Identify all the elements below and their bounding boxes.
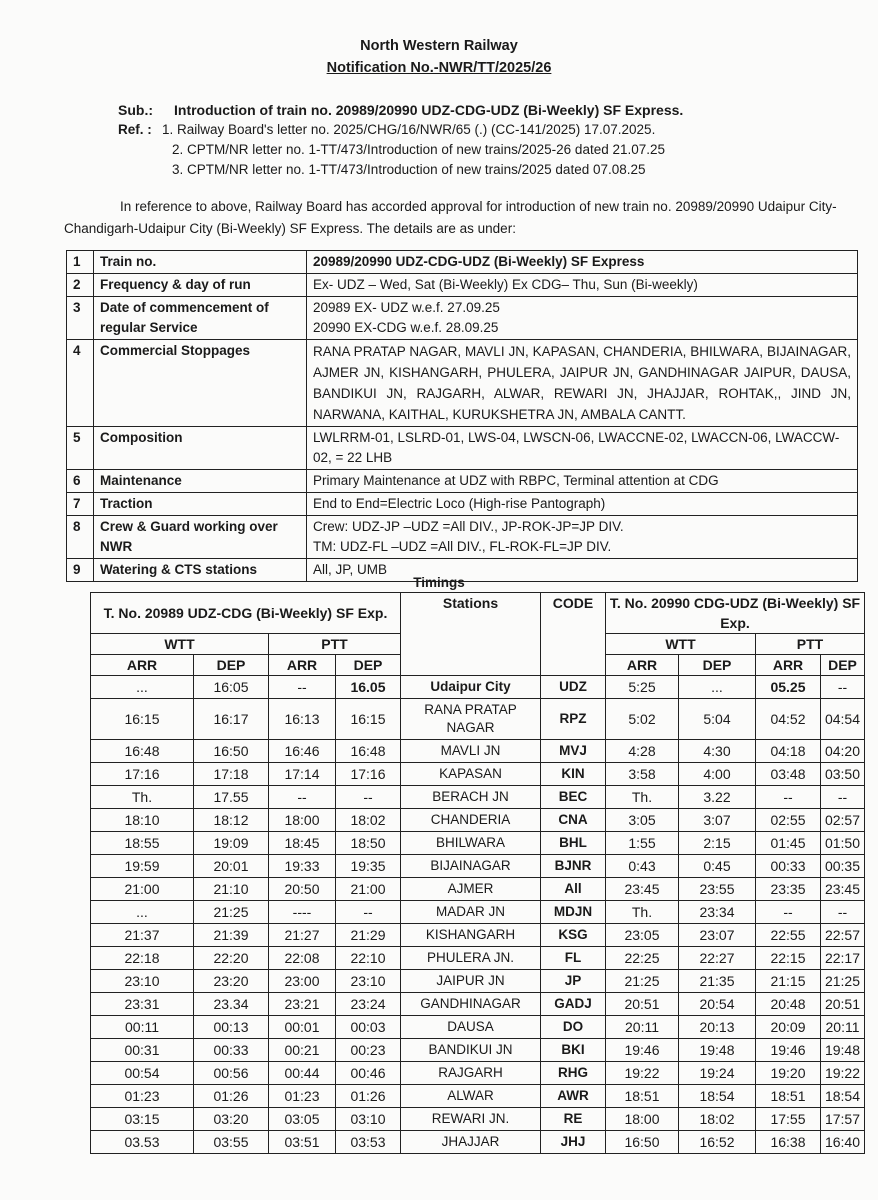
time-cell: 04:52 [756,699,821,740]
time-cell: ... [91,901,194,924]
details-row [67,493,858,516]
time-cell: 03:48 [756,763,821,786]
row-key: Frequency & day of run [94,274,307,297]
reference-item-1: 1. Railway Board's letter no. 2025/CHG/16/NWR/65 (.) (CC-141/2025) 17.07.2025. [162,122,656,137]
time-cell: 03.53 [91,1131,194,1154]
col-dep: DEP [821,655,865,676]
time-cell: -- [821,786,865,809]
time-cell: 0:45 [679,855,756,878]
row-key: Composition [94,427,307,470]
station-code: RPZ [541,699,606,740]
time-cell: 19:46 [606,1039,679,1062]
time-cell: 18:10 [91,809,194,832]
station-code: CNA [541,809,606,832]
time-cell: 19:09 [194,832,269,855]
time-cell: 18:54 [679,1085,756,1108]
time-cell: 23:05 [606,924,679,947]
time-cell: 3.22 [679,786,756,809]
time-cell: 17:16 [336,763,401,786]
station-code: MDJN [541,901,606,924]
time-cell: 18:51 [756,1085,821,1108]
time-cell: 21:10 [194,878,269,901]
time-cell: 16:17 [194,699,269,740]
time-cell: -- [821,901,865,924]
time-cell: 00:54 [91,1062,194,1085]
time-cell: 00:11 [91,1016,194,1039]
row-number: 4 [67,340,94,427]
row-value: 20989/20990 UDZ-CDG-UDZ (Bi-Weekly) SF Express [307,251,858,274]
time-cell: 00:13 [194,1016,269,1039]
timing-row [91,763,865,786]
time-cell: ---- [269,901,336,924]
station-code: GADJ [541,993,606,1016]
time-cell: 17:14 [269,763,336,786]
time-cell: 21:35 [679,970,756,993]
time-cell: 18:02 [679,1108,756,1131]
timing-row [91,901,865,924]
col-dep: DEP [679,655,756,676]
row-number: 6 [67,470,94,493]
time-cell: Th. [606,901,679,924]
time-cell: 16:15 [336,699,401,740]
time-cell: 20:50 [269,878,336,901]
station-name: BHILWARA [401,832,541,855]
station-name: RANA PRATAP NAGAR [401,699,541,740]
time-cell: 01:45 [756,832,821,855]
station-code: RHG [541,1062,606,1085]
col-dep: DEP [194,655,269,676]
time-cell: 16:48 [91,740,194,763]
time-cell: 03:15 [91,1108,194,1131]
details-row [67,516,858,559]
time-cell: 18:00 [269,809,336,832]
time-cell: 20:11 [821,1016,865,1039]
time-cell: 22:10 [336,947,401,970]
row-key: Commercial Stoppages [94,340,307,427]
timing-row [91,1085,865,1108]
time-cell: 05.25 [756,676,821,699]
station-name: CHANDERIA [401,809,541,832]
time-cell: 18:45 [269,832,336,855]
time-cell: 16:15 [91,699,194,740]
time-cell: 21:00 [336,878,401,901]
time-cell: 23.34 [194,993,269,1016]
station-name: KISHANGARH [401,924,541,947]
time-cell: 19:35 [336,855,401,878]
time-cell: 17:57 [821,1108,865,1131]
time-cell: 16:52 [679,1131,756,1154]
time-cell: 23:45 [821,878,865,901]
timings-body [91,676,865,1154]
station-name: AJMER [401,878,541,901]
left-wtt-header: WTT [91,634,269,655]
station-code: BKI [541,1039,606,1062]
row-number: 9 [67,559,94,582]
time-cell: 16:50 [194,740,269,763]
row-value-line: TM: UDZ-FL –UDZ =All DIV., FL-ROK-FL=JP DIV. [313,539,612,554]
row-number: 3 [67,297,94,340]
timing-row [91,1062,865,1085]
right-wtt-header: WTT [606,634,756,655]
station-name: Udaipur City [401,676,541,699]
col-arr: ARR [91,655,194,676]
time-cell: 21:37 [91,924,194,947]
row-key: Traction [94,493,307,516]
row-key: Crew & Guard working over NWR [94,516,307,559]
row-key: Watering & CTS stations [94,559,307,582]
row-value-line: 20990 EX-CDG w.e.f. 28.09.25 [313,320,499,335]
time-cell: 00:23 [336,1039,401,1062]
col-dep: DEP [336,655,401,676]
time-cell: 00:03 [336,1016,401,1039]
time-cell: -- [269,676,336,699]
time-cell: 00:33 [194,1039,269,1062]
row-value: End to End=Electric Loco (High-rise Pantograph) [307,493,858,516]
time-cell: 18:54 [821,1085,865,1108]
time-cell: Th. [91,786,194,809]
details-row [67,427,858,470]
time-cell: 21:25 [821,970,865,993]
row-number: 7 [67,493,94,516]
time-cell: 23:45 [606,878,679,901]
time-cell: ... [679,676,756,699]
station-code: BJNR [541,855,606,878]
intro-paragraph: In reference to above, Railway Board has accorded approval for introduction of new train no. 20989/20990 Udaipur City-Chandigarh-Udaipur City (Bi-Weekly) SF Express. The details are as under: [64,199,837,236]
time-cell: 23:20 [194,970,269,993]
time-cell: 5:02 [606,699,679,740]
time-cell: 00:46 [336,1062,401,1085]
timing-row [91,970,865,993]
time-cell: 22:27 [679,947,756,970]
time-cell: 03:53 [336,1131,401,1154]
row-value [307,297,858,340]
timings-title: Timings [413,575,465,590]
time-cell: 16:48 [336,740,401,763]
timing-row [91,1131,865,1154]
row-key: Maintenance [94,470,307,493]
time-cell: 01:26 [336,1085,401,1108]
station-name: BANDIKUI JN [401,1039,541,1062]
subject-line [118,102,683,118]
timing-row [91,924,865,947]
time-cell: 23:10 [91,970,194,993]
time-cell: 3:05 [606,809,679,832]
details-table [66,250,858,582]
time-cell: 22:08 [269,947,336,970]
time-cell: 22:15 [756,947,821,970]
time-cell: 23:34 [679,901,756,924]
col-arr: ARR [606,655,679,676]
timing-row [91,993,865,1016]
time-cell: 19:48 [679,1039,756,1062]
station-code: AWR [541,1085,606,1108]
time-cell: 23:24 [336,993,401,1016]
time-cell: 19:33 [269,855,336,878]
references [118,122,655,137]
time-cell: 4:30 [679,740,756,763]
station-code: JP [541,970,606,993]
time-cell: 16:13 [269,699,336,740]
row-key: Date of commencement of regular Service [94,297,307,340]
time-cell: 5:04 [679,699,756,740]
time-cell: 21:00 [91,878,194,901]
time-cell: 17:55 [756,1108,821,1131]
time-cell: 00:33 [756,855,821,878]
time-cell: 00:21 [269,1039,336,1062]
timing-row [91,809,865,832]
time-cell: 4:00 [679,763,756,786]
subject-text: Introduction of train no. 20989/20990 UDZ-CDG-UDZ (Bi-Weekly) SF Express. [174,102,684,118]
row-value: LWLRRM-01, LSLRD-01, LWS-04, LWSCN-06, LWACCNE-02, LWACCN-06, LWACCW-02, = 22 LHB [307,427,858,470]
time-cell: 01:50 [821,832,865,855]
time-cell: 17:16 [91,763,194,786]
time-cell: 22:25 [606,947,679,970]
time-cell: 21:39 [194,924,269,947]
time-cell: 16:46 [269,740,336,763]
row-value: Primary Maintenance at UDZ with RBPC, Terminal attention at CDG [307,470,858,493]
time-cell: 00:44 [269,1062,336,1085]
row-value: All, JP, UMB [307,559,858,582]
station-code: JHJ [541,1131,606,1154]
row-value: Ex- UDZ – Wed, Sat (Bi-Weekly) Ex CDG– Thu, Sun (Bi-weekly) [307,274,858,297]
time-cell: 21:29 [336,924,401,947]
time-cell: 18:00 [606,1108,679,1131]
right-ptt-header: PTT [756,634,865,655]
station-code: KSG [541,924,606,947]
time-cell: -- [821,676,865,699]
timing-row [91,1108,865,1131]
stations-header: Stations [401,593,541,676]
time-cell: 21:25 [194,901,269,924]
time-cell: 5:25 [606,676,679,699]
time-cell: 18:12 [194,809,269,832]
timing-row [91,1016,865,1039]
time-cell: 19:48 [821,1039,865,1062]
details-row [67,340,858,427]
subject-label: Sub.: [118,102,153,118]
station-name: BERACH JN [401,786,541,809]
time-cell: 4:28 [606,740,679,763]
time-cell: 03:51 [269,1131,336,1154]
time-cell: 20:51 [606,993,679,1016]
time-cell: 22:20 [194,947,269,970]
time-cell: 01:23 [269,1085,336,1108]
station-name: MAVLI JN [401,740,541,763]
time-cell: 04:54 [821,699,865,740]
station-name: REWARI JN. [401,1108,541,1131]
time-cell: 04:18 [756,740,821,763]
time-cell: 16:05 [194,676,269,699]
time-cell: 16:50 [606,1131,679,1154]
details-row [67,297,858,340]
timing-row [91,740,865,763]
time-cell: -- [336,901,401,924]
time-cell: 3:07 [679,809,756,832]
time-cell: 00:01 [269,1016,336,1039]
station-name: PHULERA JN. [401,947,541,970]
station-name: JHAJJAR [401,1131,541,1154]
time-cell: 01:26 [194,1085,269,1108]
station-name: DAUSA [401,1016,541,1039]
time-cell: 19:20 [756,1062,821,1085]
row-number: 8 [67,516,94,559]
time-cell: 0:43 [606,855,679,878]
time-cell: 04:20 [821,740,865,763]
time-cell: 2:15 [679,832,756,855]
time-cell: 23:00 [269,970,336,993]
time-cell: 03:10 [336,1108,401,1131]
time-cell: 23:35 [756,878,821,901]
time-cell: 19:22 [606,1062,679,1085]
time-cell: 03:55 [194,1131,269,1154]
timing-row [91,878,865,901]
time-cell: 20:13 [679,1016,756,1039]
time-cell: 16:40 [821,1131,865,1154]
time-cell: 00:35 [821,855,865,878]
time-cell: ... [91,676,194,699]
time-cell: 16:38 [756,1131,821,1154]
time-cell: 17.55 [194,786,269,809]
notification-number: Notification No.-NWR/TT/2025/26 [326,60,552,76]
station-code: DO [541,1016,606,1039]
time-cell: 23:07 [679,924,756,947]
station-name: JAIPUR JN [401,970,541,993]
timings-table [90,592,865,1154]
time-cell: 20:11 [606,1016,679,1039]
time-cell: 18:02 [336,809,401,832]
time-cell: 00:31 [91,1039,194,1062]
time-cell: 22:17 [821,947,865,970]
station-name: KAPASAN [401,763,541,786]
timing-row [91,1039,865,1062]
time-cell: 23:31 [91,993,194,1016]
row-value-line: 20989 EX- UDZ w.e.f. 27.09.25 [313,300,500,315]
station-code: MVJ [541,740,606,763]
reference-item-2: 2. CPTM/NR letter no. 1-TT/473/Introduction of new trains/2025-26 dated 21.07.25 [172,142,666,157]
station-code: KIN [541,763,606,786]
time-cell: 03:50 [821,763,865,786]
row-value [307,516,858,559]
time-cell: 20:01 [194,855,269,878]
time-cell: -- [269,786,336,809]
station-name: MADAR JN [401,901,541,924]
col-arr: ARR [756,655,821,676]
row-number: 5 [67,427,94,470]
left-train-header: T. No. 20989 UDZ-CDG (Bi-Weekly) SF Exp. [91,593,401,634]
station-code: RE [541,1108,606,1131]
station-name: RAJGARH [401,1062,541,1085]
time-cell: 19:24 [679,1062,756,1085]
timing-row [91,832,865,855]
right-train-header: T. No. 20990 CDG-UDZ (Bi-Weekly) SF Exp. [606,593,865,634]
station-code: All [541,878,606,901]
time-cell: 00:56 [194,1062,269,1085]
row-value: RANA PRATAP NAGAR, MAVLI JN, KAPASAN, CHANDERIA, BHILWARA, BIJAINAGAR, AJMER JN, KISHANGARH, PHULERA, JAIPUR JN, GANDHINAGAR JAIPUR, DAUSA, BANDIKUI JN, RAJGARH, ALWAR, REWARI JN, JHAJJAR, ROHTAK,, JIND JN, NARWANA, KAITHAL, KURUKSHETRA JN, AMBALA CANTT. [307,340,858,427]
organization-title: North Western Railway [360,38,518,54]
time-cell: 19:46 [756,1039,821,1062]
time-cell: 18:51 [606,1085,679,1108]
row-number: 2 [67,274,94,297]
time-cell: 17:18 [194,763,269,786]
details-row [67,470,858,493]
time-cell: 19:59 [91,855,194,878]
row-value-line: Crew: UDZ-JP –UDZ =All DIV., JP-ROK-JP=JP DIV. [313,519,624,534]
time-cell: 18:50 [336,832,401,855]
time-cell: 03:20 [194,1108,269,1131]
left-ptt-header: PTT [269,634,401,655]
time-cell: 20:54 [679,993,756,1016]
time-cell: 20:51 [821,993,865,1016]
station-code: BHL [541,832,606,855]
time-cell: Th. [606,786,679,809]
time-cell: 19:22 [821,1062,865,1085]
details-row [67,251,858,274]
station-name: BIJAINAGAR [401,855,541,878]
time-cell: -- [756,901,821,924]
time-cell: 20:09 [756,1016,821,1039]
code-header: CODE [541,593,606,676]
row-number: 1 [67,251,94,274]
time-cell: 21:27 [269,924,336,947]
time-cell: 18:55 [91,832,194,855]
timing-row [91,676,865,699]
time-cell: 22:57 [821,924,865,947]
time-cell: 3:58 [606,763,679,786]
station-name: GANDHINAGAR [401,993,541,1016]
station-code: FL [541,947,606,970]
reference-item-3: 3. CPTM/NR letter no. 1-TT/473/Introduction of new trains/2025 dated 07.08.25 [172,162,646,177]
timing-row [91,786,865,809]
time-cell: 23:55 [679,878,756,901]
timing-row [91,855,865,878]
time-cell: 01:23 [91,1085,194,1108]
time-cell: 02:57 [821,809,865,832]
reference-label: Ref. : [118,122,152,137]
time-cell: 20:48 [756,993,821,1016]
station-name: ALWAR [401,1085,541,1108]
details-row [67,274,858,297]
time-cell: 23:21 [269,993,336,1016]
time-cell: 16.05 [336,676,401,699]
time-cell: 22:55 [756,924,821,947]
time-cell: 03:05 [269,1108,336,1131]
time-cell: -- [756,786,821,809]
time-cell: 23:10 [336,970,401,993]
row-key: Train no. [94,251,307,274]
time-cell: 22:18 [91,947,194,970]
timing-row [91,947,865,970]
station-code: BEC [541,786,606,809]
col-arr: ARR [269,655,336,676]
station-code: UDZ [541,676,606,699]
time-cell: 02:55 [756,809,821,832]
time-cell: 1:55 [606,832,679,855]
timing-row [91,699,865,740]
time-cell: -- [336,786,401,809]
time-cell: 21:15 [756,970,821,993]
time-cell: 21:25 [606,970,679,993]
